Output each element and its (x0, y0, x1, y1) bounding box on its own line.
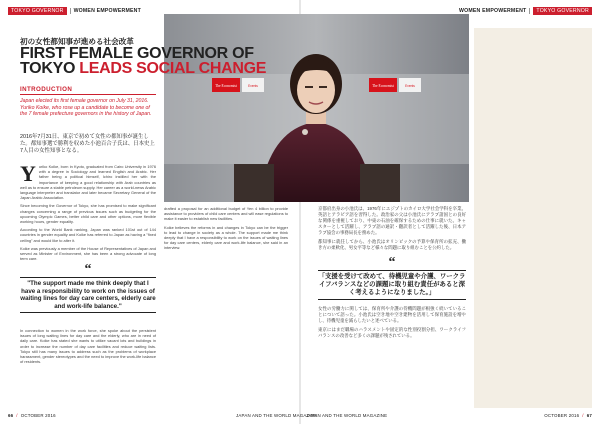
pull-quote-rule (20, 277, 156, 278)
pull-quote-right-text: 「支援を受けて改めて、待機児童や介護、ワークライフバランスなどの課題に取り組む責任があると深く考えるようになりました。」 (318, 273, 466, 296)
body-column-1 (20, 161, 156, 262)
pull-quote-rule (318, 299, 466, 300)
drop-cap: Y (20, 161, 36, 186)
body-paragraph-1-text: uriko Koike, born in Kyoto, graduated from Cairo University in 1976 with a degree in Sociology and learned English and Arabic. Her father being a political himself, Ichiro instilled her with the importance of keeping a good relationship with Arab countries as well as to ensure a stable petroleum supply. Her career as a world-news Arabic language interpreter and translator and later became Secretary General of the Japan Arabic Association. (20, 164, 156, 201)
header-tag-left: TOKYO GOVERNOR (8, 7, 67, 15)
headline-kicker-jp: 初の女性都知事が進める社会改革 (20, 37, 134, 46)
footer-magazine-right: JAPAN AND THE WORLD MAGAZINE (306, 413, 388, 418)
economist-banner-right (369, 78, 421, 92)
banner-events-right: Events (405, 84, 415, 88)
footer-magazine-left: JAPAN AND THE WORLD MAGAZINE (236, 413, 318, 418)
body-paragraph-5: In connection to women in the work force, she spoke about the persistent issues of long waiting lines for day care and the elderly, who are in need of daily care. Koike has stated she wants to utilize vacant lots and buildings in order to increase the number of day care facilities and reduce waiting lists. Tokyo still has many issues to address such as the problems of workplace harassment, gender stereotypes and the need to improve the work-life balance of residents. (20, 328, 156, 365)
pull-quote-rule (20, 312, 156, 313)
footer-right (544, 413, 592, 418)
footer-slash-icon: / (582, 413, 584, 418)
body-column-1-lower (20, 328, 156, 364)
body-paragraph (20, 161, 156, 201)
banner-events-left: Events (248, 84, 258, 88)
headline-part-3: SOCIAL CHANGE (131, 60, 267, 77)
intro-standfirst-jp: 2016年7月31日、東京で初めて女性の都知事が誕生した。都知事選で勝利を収めた小池百合子氏は、日本史上7人目の女性知事となる。 (20, 134, 155, 154)
footer-left (8, 413, 56, 418)
right-photo-continuation (474, 28, 592, 408)
headline-of: OF (227, 45, 254, 62)
quote-mark-icon: “ (84, 262, 92, 277)
pull-quote-left-text: "The support made me think deeply that I have a responsibility to work on the issues of waiting lines for day care centers, elderly care and work-life balance." (20, 280, 156, 310)
photo-illustration (164, 14, 469, 202)
jp-paragraph-4: 東京にはまだ職場のハラスメントや固定的な性別役割分担、ワークライフバランスの改善など多くの課題が残されている。 (318, 327, 466, 338)
pull-quote-right (318, 255, 466, 302)
headline (20, 46, 288, 76)
intro-standfirst-en: Japan elected its first female governor on July 31, 2016. Yuriko Koike, who rose up a candidate to become one of the 7 female prefecture governors in the history of Japan. (20, 98, 152, 118)
page-number-right: 67 (586, 413, 592, 418)
footer-date-left: OCTOBER 2016 (20, 413, 56, 418)
headline-leads: LEADS (79, 60, 132, 77)
pull-quote-left (20, 262, 156, 315)
left-page-header (8, 6, 141, 16)
jp-paragraph-1: 京都府出身の小池氏は、1976年にエジプトのカイロ大学社会学科を卒業。英語とアラビア語を習得した。政治家の父は小池氏にアラブ諸国との良好な関係を重視しており、中東の石油を確保するための仕事に就いた。キャスターとして活躍し、アラブ語の通訳・翻訳者として活躍した後、日本アラブ協会の事務局長を務めた。 (318, 206, 466, 235)
body-paragraph-2: Since becoming the Governor of Tokyo, she has promised to make significant changes concerning a range of previous issues such as budgeting for the upcoming Olympic Games, better child care and other options, more flexible working hours, gender equality. (20, 203, 156, 225)
body-paragraph-7: Koike believes the reforms in and changes in Tokyo can be the trigger to lead to change in society as a whole. The support made me think deeply that I have a responsibility to work on the issues of waiting lines for day care centers, elderly care and work-life balance, she said in an interview. (164, 224, 288, 251)
header-divider-right (529, 8, 530, 14)
right-page-header (459, 6, 592, 16)
header-tag-right: TOKYO GOVERNOR (533, 7, 592, 15)
jp-column-2 (318, 306, 466, 339)
body-paragraph-3: According to the World Bank ranking, Japan was ranked 101st out of 144 countries in gender equality and Koike has referred to Japan as having a "fixed ceiling" and would like to alter it. (20, 227, 156, 243)
jp-column-1 (318, 206, 466, 251)
jp-paragraph-2: 都知事に就任してから、小池氏はオリンピックの予算や保育所の拡充、働き方の柔軟化、男女平等など様々な問題に取り組むことを公約した。 (318, 239, 466, 250)
header-section-left: WOMEN EMPOWERMENT (73, 8, 141, 14)
footer-date-right: OCTOBER 2016 (544, 413, 580, 418)
body-paragraph-4: Koike was previously a member of the House of Representatives of Japan and served as Minister of Environment, she has been a strong advocate of long term care. (20, 245, 156, 262)
economist-banner-left (212, 78, 264, 92)
governor-photo (164, 14, 469, 202)
headline-part-1: FIRST FEMALE GOVERNOR (20, 45, 228, 62)
right-page-background (474, 28, 592, 408)
pull-quote-rule (318, 270, 466, 271)
banner-logo-right: The Economist (372, 84, 394, 88)
page-number-left: 66 (8, 413, 14, 418)
headline-part-2: TOKYO (20, 60, 80, 77)
banner-logo-left: The Economist (215, 84, 237, 88)
quote-mark-icon: “ (388, 255, 396, 270)
intro-label: INTRODUCTION (20, 86, 156, 95)
header-section-right: WOMEN EMPOWERMENT (459, 8, 527, 14)
body-paragraph-6: drafted a proposal for an additional budget of Yen 4 billion to provide assistance to providers of child care centers and will ease regulations to make it easier to establish new facilities. (164, 206, 288, 222)
header-divider-left (70, 8, 71, 14)
footer-slash-icon: / (16, 413, 18, 418)
body-column-2 (164, 206, 288, 251)
jp-paragraph-3: 女性の労働力に関しては、保育所や介護の待機問題が根強く続いていることについて語った。小池氏は空き地や空き建物を活用して保育施設を増やし、待機児童を減らしたいと述べている。 (318, 306, 466, 323)
